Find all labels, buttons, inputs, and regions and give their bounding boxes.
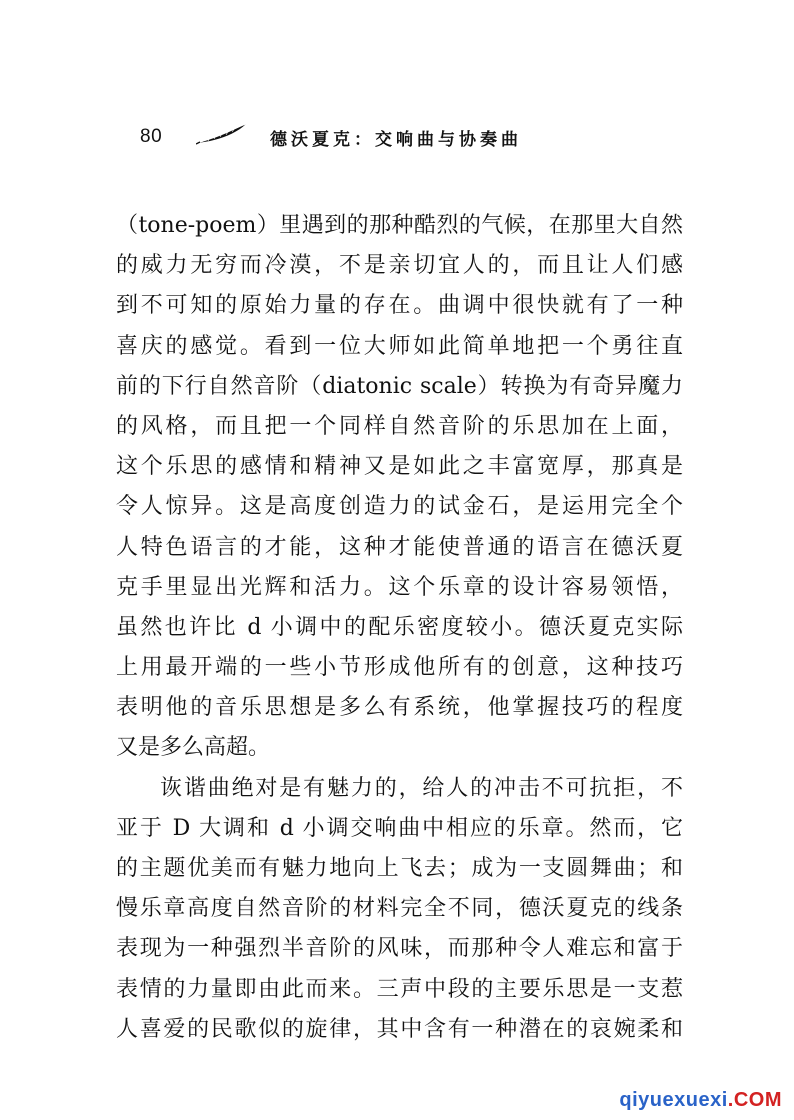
text-line: 表现为一种强烈半音阶的风味，而那种令人难忘和富于 bbox=[116, 936, 683, 962]
watermark-name: qiyuexuexi bbox=[619, 1088, 728, 1111]
text-line: 又是多么高超。 bbox=[116, 735, 271, 761]
text-line: 人特色语言的才能，这种才能使普通的语言在德沃夏 bbox=[116, 534, 683, 560]
page-body bbox=[116, 206, 683, 1050]
watermark-dot: . bbox=[727, 1088, 734, 1111]
text-line: 前的下行自然音阶（diatonic scale）转换为有奇异魔力 bbox=[116, 373, 683, 399]
text-line: 的主题优美而有魅力地向上飞去；成为一支圆舞曲；和 bbox=[116, 856, 683, 881]
quill-pen-icon bbox=[196, 122, 248, 146]
page-number: 80 bbox=[140, 126, 163, 147]
text-line: 人喜爱的民歌似的旋律，其中含有一种潜在的哀婉柔和 bbox=[116, 1016, 683, 1042]
site-watermark bbox=[619, 1086, 782, 1114]
text-line: 这个乐思的感情和精神又是如此之丰富宽厚，那真是 bbox=[116, 454, 683, 480]
text-line: 表情的力量即由此而来。三声中段的主要乐思是一支惹 bbox=[116, 976, 683, 1002]
text-line: 的威力无穷而冷漠，不是亲切宜人的，而且让人们感 bbox=[116, 253, 683, 279]
text-line: 的风格，而且把一个同样自然音阶的乐思加在上面， bbox=[116, 413, 683, 439]
text-line: 喜庆的感觉。看到一位大师如此简单地把一个勇往直 bbox=[116, 333, 683, 359]
text-line: 亚于 D 大调和 d 小调交响曲中相应的乐章。然而，它 bbox=[116, 815, 683, 841]
text-line: 到不可知的原始力量的存在。曲调中很快就有了一种 bbox=[116, 293, 683, 319]
running-header bbox=[140, 122, 660, 154]
watermark-tld: COM bbox=[733, 1088, 782, 1111]
text-line: 令人惊异。这是高度创造力的试金石，是运用完全个 bbox=[116, 494, 683, 520]
running-title: 德沃夏克：交响曲与协奏曲 bbox=[270, 130, 522, 150]
text-line: 慢乐章高度自然音阶的材料完全不同，德沃夏克的线条 bbox=[116, 896, 683, 922]
text-line: （tone-poem）里遇到的那种酷烈的气候，在那里大自然 bbox=[116, 213, 683, 238]
text-line: 克手里显出光辉和活力。这个乐章的设计容易领悟， bbox=[116, 574, 683, 600]
text-line: 上用最开端的一些小节形成他所有的创意，这种技巧 bbox=[116, 655, 683, 681]
text-line: 虽然也许比 d 小调中的配乐密度较小。德沃夏克实际 bbox=[116, 614, 683, 640]
text-line: 表明他的音乐思想是多么有系统，他掌握技巧的程度 bbox=[116, 695, 683, 721]
text-line-paragraph-start: 诙谐曲绝对是有魅力的，给人的冲击不可抗拒，不 bbox=[160, 775, 683, 801]
